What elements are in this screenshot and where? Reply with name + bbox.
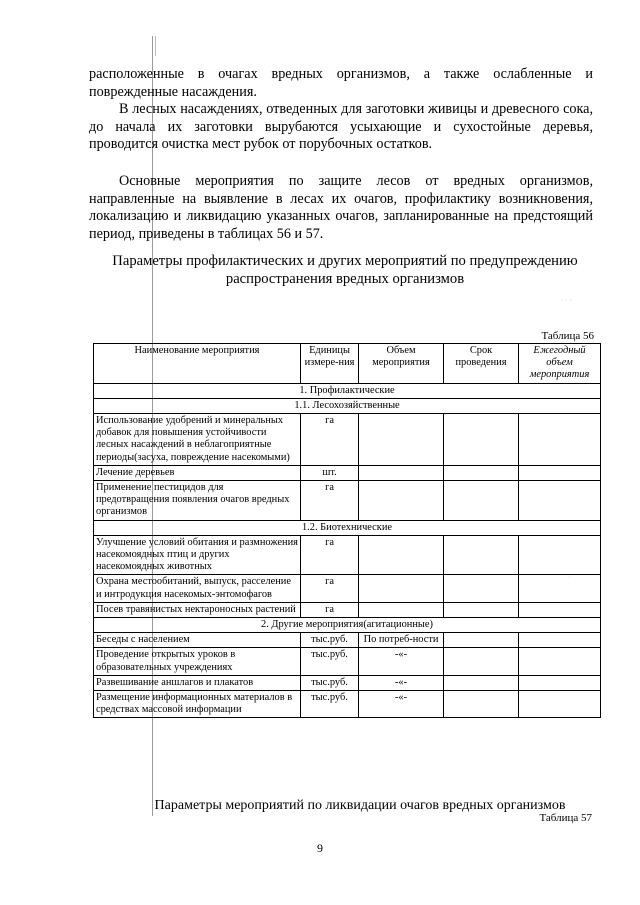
row-volume [359, 465, 444, 480]
row-annual [519, 602, 601, 617]
row-unit: шт. [301, 465, 359, 480]
row-annual [519, 648, 601, 675]
row-name: Посев травянистых нектароносных растений [94, 602, 301, 617]
row-name: Охрана местообитаний, выпуск, расселение и интродукция насекомых-энтомофагов [94, 575, 301, 602]
row-unit: га [301, 481, 359, 521]
scan-margin-mark [155, 36, 156, 56]
row-annual [519, 481, 601, 521]
row-annual [519, 414, 601, 466]
header-annual-volume: Ежегодный объем мероприятия [519, 344, 601, 384]
table-row [94, 414, 601, 466]
table-row [94, 465, 601, 480]
table-57-title: Параметры мероприятий по ликвидации очагов вредных организмов [154, 798, 566, 813]
row-annual [519, 633, 601, 648]
row-unit: га [301, 602, 359, 617]
page-number: 9 [317, 841, 323, 855]
table-row [94, 648, 601, 675]
table-row [94, 691, 601, 718]
section-row [94, 398, 601, 413]
table-row [94, 481, 601, 521]
section-1-2: 1.2. Биотехнические [94, 520, 601, 535]
row-annual [519, 465, 601, 480]
row-term [444, 633, 519, 648]
section-row [94, 618, 601, 633]
row-term [444, 648, 519, 675]
section-row [94, 383, 601, 398]
row-term [444, 602, 519, 617]
row-unit: га [301, 575, 359, 602]
paragraph-1: расположенные в очагах вредных организмов, а также ослабленные и поврежденные насаждения. [89, 66, 593, 100]
header-name: Наименование мероприятия [94, 344, 301, 384]
section-1: 1. Профилактические [94, 383, 601, 398]
row-unit: тыс.руб. [301, 691, 359, 718]
row-volume [359, 535, 444, 575]
row-unit: тыс.руб. [301, 675, 359, 690]
row-volume [359, 575, 444, 602]
table-56-caption: Таблица 56 [541, 330, 594, 342]
table-57-caption: Таблица 57 [539, 812, 592, 824]
table-56 [93, 343, 601, 718]
row-unit: тыс.руб. [301, 633, 359, 648]
row-volume: -«- [359, 691, 444, 718]
header-term: Срок проведения [444, 344, 519, 384]
row-name: Улучшение условий обитания и размножения насекомоядных птиц и других насекомоядных животных [94, 535, 301, 575]
row-name: Размещение информационных материалов в средствах массовой информации [94, 691, 301, 718]
table-row [94, 675, 601, 690]
table-row [94, 633, 601, 648]
row-term [444, 465, 519, 480]
paragraph-2: В лесных насаждениях, отведенных для заготовки живицы и древесного сока, до начала их заготовки вырубаются усыхающие и сухостойные деревья, проводится очистка мест рубок от порубочных остатков. [89, 101, 593, 152]
row-volume: -«- [359, 675, 444, 690]
row-term [444, 535, 519, 575]
row-annual [519, 575, 601, 602]
row-name: Использование удобрений и минеральных добавок для повышения устойчивости лесных насаждений в неблагоприятные периоды(засуха, повреждение насекомыми) [94, 414, 301, 466]
row-name: Беседы с населением [94, 633, 301, 648]
row-annual [519, 675, 601, 690]
row-annual [519, 691, 601, 718]
row-unit: га [301, 535, 359, 575]
row-volume: По потреб-ности [359, 633, 444, 648]
row-name: Применение пестицидов для предотвращения появления очагов вредных организмов [94, 481, 301, 521]
row-name: Лечение деревьев [94, 465, 301, 480]
scan-noise-mark: · · · [560, 296, 572, 305]
scan-noise-mark-2: · [568, 573, 571, 582]
table-row [94, 575, 601, 602]
row-term [444, 414, 519, 466]
row-term [444, 481, 519, 521]
row-volume: -«- [359, 648, 444, 675]
paragraph-3: Основные мероприятия по защите лесов от вредных организмов, направленные на выявление в лесах их очагов, профилактику возникновения, локализацию и ликвидацию указанных очагов, запланированные на предстоящий период, приведены в таблицах 56 и 57. [89, 173, 593, 242]
header-unit: Единицы измере-ния [301, 344, 359, 384]
row-term [444, 575, 519, 602]
row-name: Развешивание аншлагов и плакатов [94, 675, 301, 690]
row-unit: тыс.руб. [301, 648, 359, 675]
table-56-title: Параметры профилактических и других мероприятий по предупреждению распространения вредных организмов [112, 253, 578, 287]
row-name: Проведение открытых уроков в образовательных учреждениях [94, 648, 301, 675]
row-volume [359, 481, 444, 521]
table-row [94, 535, 601, 575]
table-header-row [94, 344, 601, 384]
section-row [94, 520, 601, 535]
header-volume: Объем мероприятия [359, 344, 444, 384]
row-term [444, 691, 519, 718]
row-term [444, 675, 519, 690]
table-row [94, 602, 601, 617]
section-1-1: 1.1. Лесохозяйственные [94, 398, 601, 413]
row-volume [359, 602, 444, 617]
row-annual [519, 535, 601, 575]
section-2: 2. Другие мероприятия(агитационные) [94, 618, 601, 633]
row-volume [359, 414, 444, 466]
row-unit: га [301, 414, 359, 466]
